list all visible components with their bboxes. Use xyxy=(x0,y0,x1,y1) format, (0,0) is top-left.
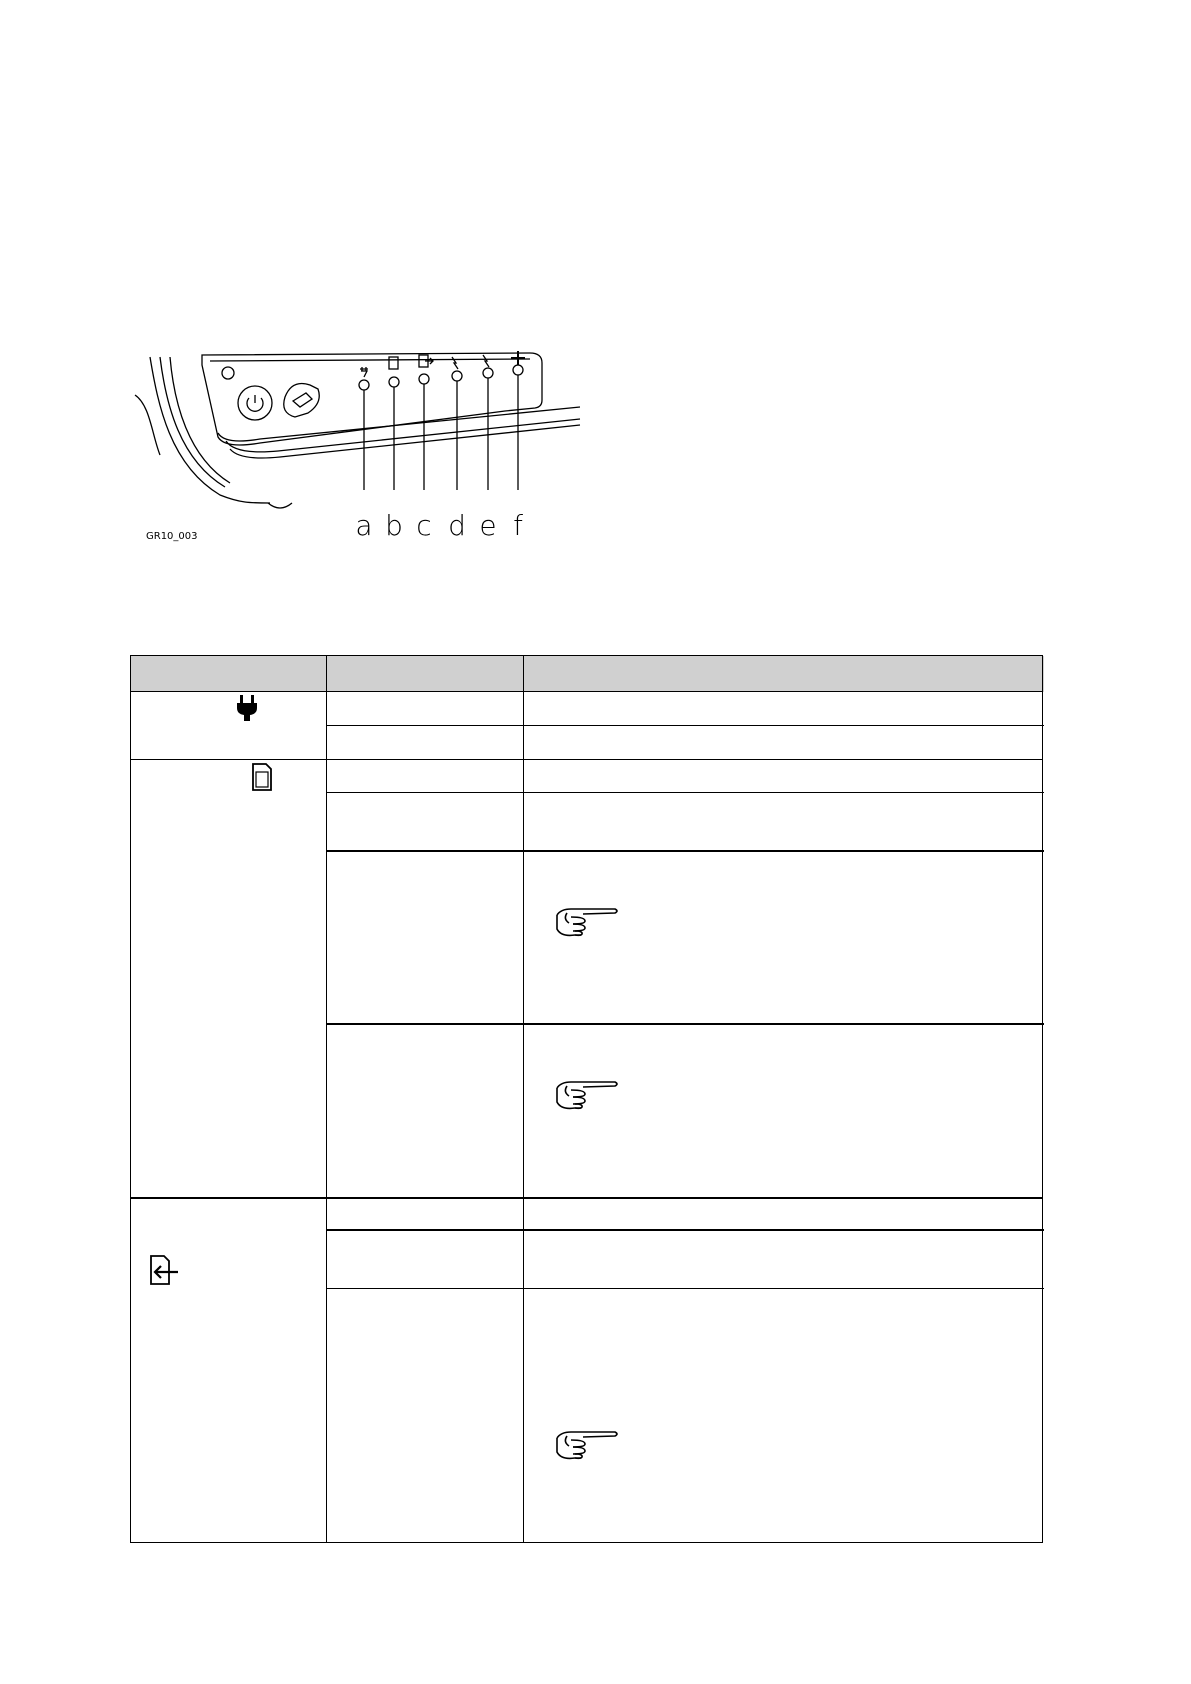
device-front-panel-illustration xyxy=(130,345,630,545)
plug-icon xyxy=(236,694,258,722)
column-divider-1 xyxy=(326,656,327,1542)
callout-e: e xyxy=(479,509,497,542)
group-separator-2 xyxy=(131,1197,1043,1199)
callout-a: a xyxy=(355,509,373,542)
pointing-hand-icon xyxy=(553,1078,621,1112)
callout-b: b xyxy=(385,509,403,542)
figure-code: GR10_003 xyxy=(146,531,198,542)
callout-f: f xyxy=(513,509,523,542)
row-separator xyxy=(326,792,1044,793)
row-separator xyxy=(326,725,1044,726)
file-import-icon xyxy=(148,1254,182,1288)
row-separator xyxy=(326,850,1044,852)
sd-card-icon xyxy=(251,762,273,792)
callout-c: c xyxy=(416,509,432,542)
pointing-hand-icon xyxy=(553,905,621,939)
device-drawing xyxy=(130,345,630,545)
group-separator-1 xyxy=(131,759,1043,760)
column-divider-2 xyxy=(523,656,524,1542)
row-separator xyxy=(326,1023,1044,1025)
row-separator xyxy=(326,1229,1044,1231)
callout-d: d xyxy=(448,509,466,542)
header-separator xyxy=(131,691,1043,692)
pointing-hand-icon xyxy=(553,1428,621,1462)
row-separator xyxy=(326,1288,1044,1289)
